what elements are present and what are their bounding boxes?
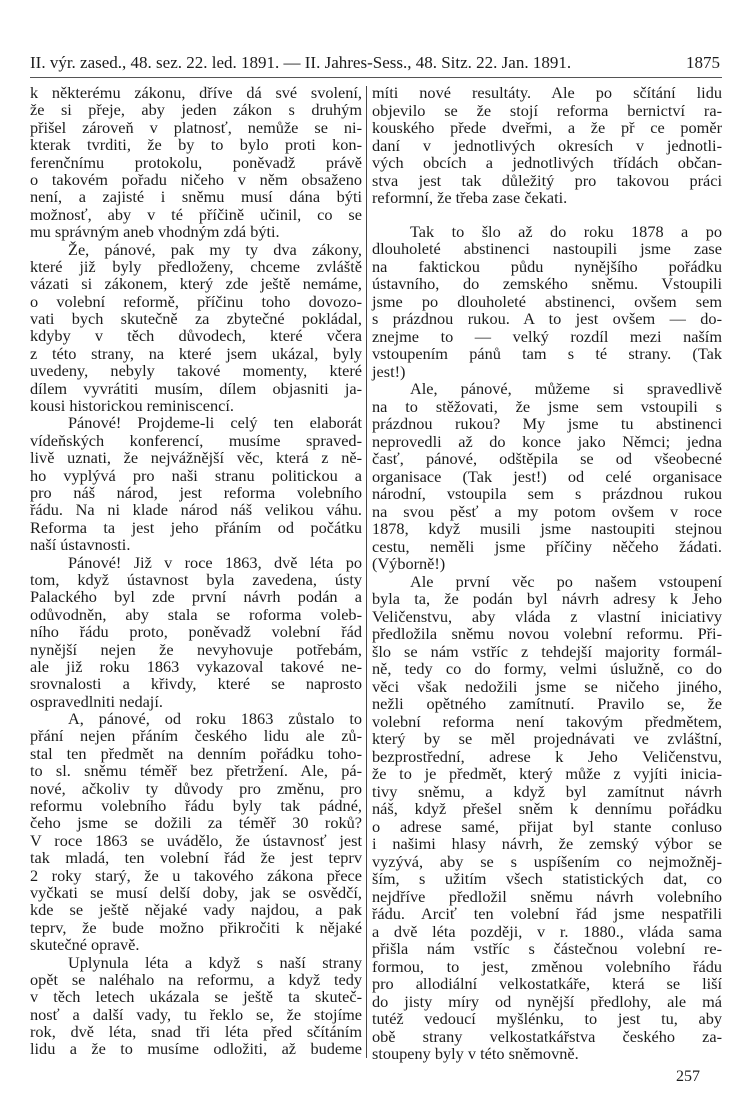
text-line: cestu, neměli jsme příčiny něčeho žádati. [372,536,722,556]
text-line: daní v jednotlivých okresích v jednotli- [372,135,722,155]
text-line: přání nejen přáním českého lidu ale zů- [30,726,362,746]
text-line: ale již roku 1863 vykazoval takové ne- [30,656,362,676]
text-line: reformu volebního řádu byly tak pádné, [30,796,362,816]
paragraph [30,954,362,1058]
column-divider [366,86,367,1058]
text-line: Uplynula léta a když s naší strany [68,952,362,972]
text-line: volební reforma není takovým předmětem, [372,711,722,731]
text-line: přišel zároveň v platnosť, nemůže se ni- [30,117,362,137]
text-line: kdyby v těch důvodech, které včera [30,326,362,346]
text-line: na to stěžovati, že jsme sem vstoupili s [372,396,722,416]
text-line: V roce 1863 se uvádělo, že ústavnosť jest [30,830,362,850]
paragraph [30,84,362,241]
text-line: do jisty míry od nynější předlohy, ale má [372,991,722,1011]
text-line: Ale, pánové, můžeme si spravedlivě [410,379,722,398]
text-line: uvedeny, nebyly takové momenty, které [30,361,362,381]
text-line: dlouholeté abstinenci nastoupili jsme zase [372,239,722,258]
paragraph [372,573,722,1063]
text-line: Že, pánové, pak my ty dva zákony, [68,239,362,259]
text-line: vídeňských konferencí, musíme spraved- [30,430,362,450]
text-line: nejdříve předložil sněmu návrh volebního [372,886,722,906]
text-line: kouského přede dveřmi, a že př ce poměr [372,118,722,137]
text-line: odůvodněn, aby stala se roforma voleb- [30,604,362,624]
text-line: nové, ačkoliv ty důvody pro změnu, pro [30,778,362,798]
text-line: dílem vyvrátiti musím, dílem objasniti ja- [30,378,362,398]
text-line: neprovedli až do konce jako Němci; jedna [372,431,722,451]
text-line: organisace (Tak jest!) od celé organisace [372,466,722,486]
text-line: o volební reformě, příčinu toho dovozo- [30,291,362,311]
text-line: Pánové! Již v roce 1863, dvě léta po [68,552,362,572]
paragraph [372,223,722,381]
text-line: nosť a další vady, tu řeklo se, že stojíme [30,1004,362,1024]
header-page-ref: 1875 [686,53,720,72]
text-line: na svou pěsť a my potom ovšem v roce [372,501,722,521]
text-line: vázati si zákonem, který zde ještě nemáme, [30,274,362,294]
text-line: i našimi hlasy návrh, že zemský výbor se [372,834,722,853]
text-line: časť, pánové, odštěpila se od všeobecné [372,449,722,468]
text-line: objevilo se že stojí reforma bernictví ra- [372,100,722,120]
text-line: které již byly předloženy, chceme zvláště [30,256,362,276]
right-column [372,84,722,1063]
text-line: o adrese samé, přijat byl stante conluso [372,816,722,836]
paragraph [372,84,722,207]
text-line: prázdnou rukou? My jsme tu abstinenci [372,414,722,433]
text-line: národní, vstoupila sem s prázdnou rukou [372,484,722,503]
text-line: v těch letech ukázala se ještě ta skuteč- [30,987,362,1007]
text-line: srovnalosti a křivdy, které se naprosto [30,674,362,694]
text-line: a dvě léta později, v r. 1880., vláda sama [372,921,722,941]
text-line: nynější nejen že nevyhovuje potřebám, [30,639,362,659]
text-line: věci však nedožili jsme se ničeho jiného, [372,676,722,696]
text-line: Palackého byl zde první návrh podán a [30,587,362,607]
header-rule [30,77,722,78]
text-line: náš, když přešel sněm k dennímu pořádku [372,799,722,818]
text-line: řádu. Arciť ten volební řád jsme nespatřili [372,904,722,923]
text-line: bezprostřední, adrese k Jeho Veličenstvu, [372,746,722,766]
text-line: o takovém pořadu ničeho v něm obsaženo [30,169,362,189]
text-line: tutéž vedoucí myšlénku, to jest tu, aby [372,1009,722,1028]
text-line: Veličenstvu, aby vláda z vlastní iniciativy [372,606,722,626]
text-line: pro allodiální velkostatkáře, která se liší [372,974,722,993]
paragraph [30,241,362,415]
text-line: pro náš národ, jest reforma volebního [30,482,362,502]
text-line: teprv, že bude možno přikročiti k nějaké [30,917,362,937]
text-line: formou, to jest, změnou volebního řádu [372,956,722,976]
text-line: že to je předmět, který může z vyjíti inicia- [372,764,722,783]
text-line: není, a zajisté i sněmu musí dána býti [30,187,362,207]
text-line: s prázdnou rukou. A to jest ovšem — do- [372,309,722,328]
text-line: který by se měl projednávati ve zvláštní, [372,729,722,748]
text-line: možnosť, aby v té příčině učinil, co se [30,204,362,224]
text-line: lidu a že to musíme odložiti, až budeme [30,1039,362,1059]
text-line: šlo se nám vstříc z tehdejší majority formál- [372,641,722,661]
text-line: A, pánové, od roku 1863 zůstalo to [68,709,362,729]
text-line: mu správným aneb vhodným zdá býti. [30,222,280,242]
text-line: znejme to — velký rozdíl mezi naším [372,326,722,346]
text-line: tivy sněmu, a když byl zamítnut návrh [372,781,722,801]
text-line: Reforma ta jest jeho přáním od počátku [30,517,362,537]
text-line: rok, dvě léta, snad tři léta před sčítáním [30,1022,362,1042]
text-line: stal ten předmět na denním pořádku toho- [30,743,362,763]
paragraph [30,554,362,711]
page-number: 257 [676,1068,700,1085]
text-line: vyzývá, aby se s uspíšením co nejmožněj- [372,851,722,871]
running-header [30,52,720,74]
text-line: jsme po dlouholeté abstinenci, ovšem sem [372,291,722,311]
text-line: ústavního, do zemského sněmu. Vstoupili [372,274,722,293]
paragraph [30,710,362,953]
text-line: míti nové resultáty. Ale po sčítání lidu [372,83,722,102]
text-line: obě strany velkostatkářstva českého za- [372,1026,722,1046]
text-line: Pánové! Projdeme-li celý ten elaborát [68,413,362,433]
text-line: k některému zákonu, dříve dá své svolení, [30,83,362,102]
text-line: naší ústavnosti. [30,535,131,555]
text-line: to sl. sněmu téměř bez přetržení. Ale, pá- [30,761,362,781]
text-line: kterak tvrditi, že by to bylo proti kon- [30,135,362,155]
text-line: z této strany, na které jsem ukázal, byly [30,343,362,363]
text-line: tak mladá, ten volební řád že jest teprv [30,848,362,868]
text-line: vstoupením pánů tam s té strany. (Tak [372,344,722,363]
text-line: Ale první věc po našem vstoupení [410,571,722,591]
text-line: 2 roky starý, že u takového zákona přece [30,865,362,885]
text-line: kousi historickou reminiscencí. [30,396,234,416]
text-line: (Výborně!) [372,554,446,573]
text-line: přišla nám vstříc s částečnou volební re- [372,939,722,958]
header-session-info: II. výr. zased., 48. sez. 22. led. 1891. — II. Jahres-Sess., 48. Sitz. 22. Jan. 1891. [30,53,572,72]
text-line: ho vyplývá pro naši stranu politickou a [30,465,362,485]
text-line: 1878, když musili jsme nastoupiti stejnou [372,519,722,538]
paragraph [372,380,722,573]
text-line: předložila sněmu novou volební reformu. Při- [372,624,722,643]
text-line: ně, tedy co do formy, velmi úslužně, co do [372,659,722,678]
text-line: ního řádu proto, poněvadž volební řád [30,622,362,642]
text-line: jest!) [372,361,406,381]
text-line: skutečné opravě. [30,935,140,955]
text-line: livě uznati, že nejvážnější věc, která z ně- [30,448,362,468]
text-line: vyčkati se musí delší doby, jak se osvědčí, [30,882,362,902]
text-line: čeho jsme se dožili za téměř 30 roků? [30,813,362,833]
left-column [30,84,362,1058]
paragraph [30,414,362,553]
text-line: opět se naléhalo na reformu, a když tedy [30,969,362,989]
text-line: byla ta, že podán byl návrh adresy k Jeho [372,589,722,608]
text-line: na faktickou půdu nynějšího pořádku [372,256,722,276]
text-line: Tak to šlo až do roku 1878 a po [410,221,722,241]
text-line: tom, když ústavnost byla zavedena, ústy [30,569,362,589]
text-line: ším, s užitím všech statistických dat, co [372,869,722,888]
text-line: stoupeny byly v této sněmovně. [372,1044,579,1063]
text-line: řádu. Na ni klade národ náš velikou váhu. [30,500,362,520]
text-line: nežli opětného zamítnutí. Pravilo se, že [372,694,722,713]
text-line: reformní, že třeba zase čekati. [372,188,568,207]
text-line: ferenčnímu protokolu, poněvadž právě [30,152,362,172]
text-line: stva jest tak důležitý pro takovou práci [372,170,722,190]
text-line: že si přeje, aby jeden zákon s druhým [30,100,362,120]
text-line: vati bych skutečně za zbytečné pokládal, [30,309,362,329]
text-line: ospravedlniti nedají. [30,691,163,711]
text-line: vých obcích a jednotlivých třídách občan- [372,153,722,172]
text-line: kde se ještě nějaké vady najdou, a pak [30,900,362,920]
